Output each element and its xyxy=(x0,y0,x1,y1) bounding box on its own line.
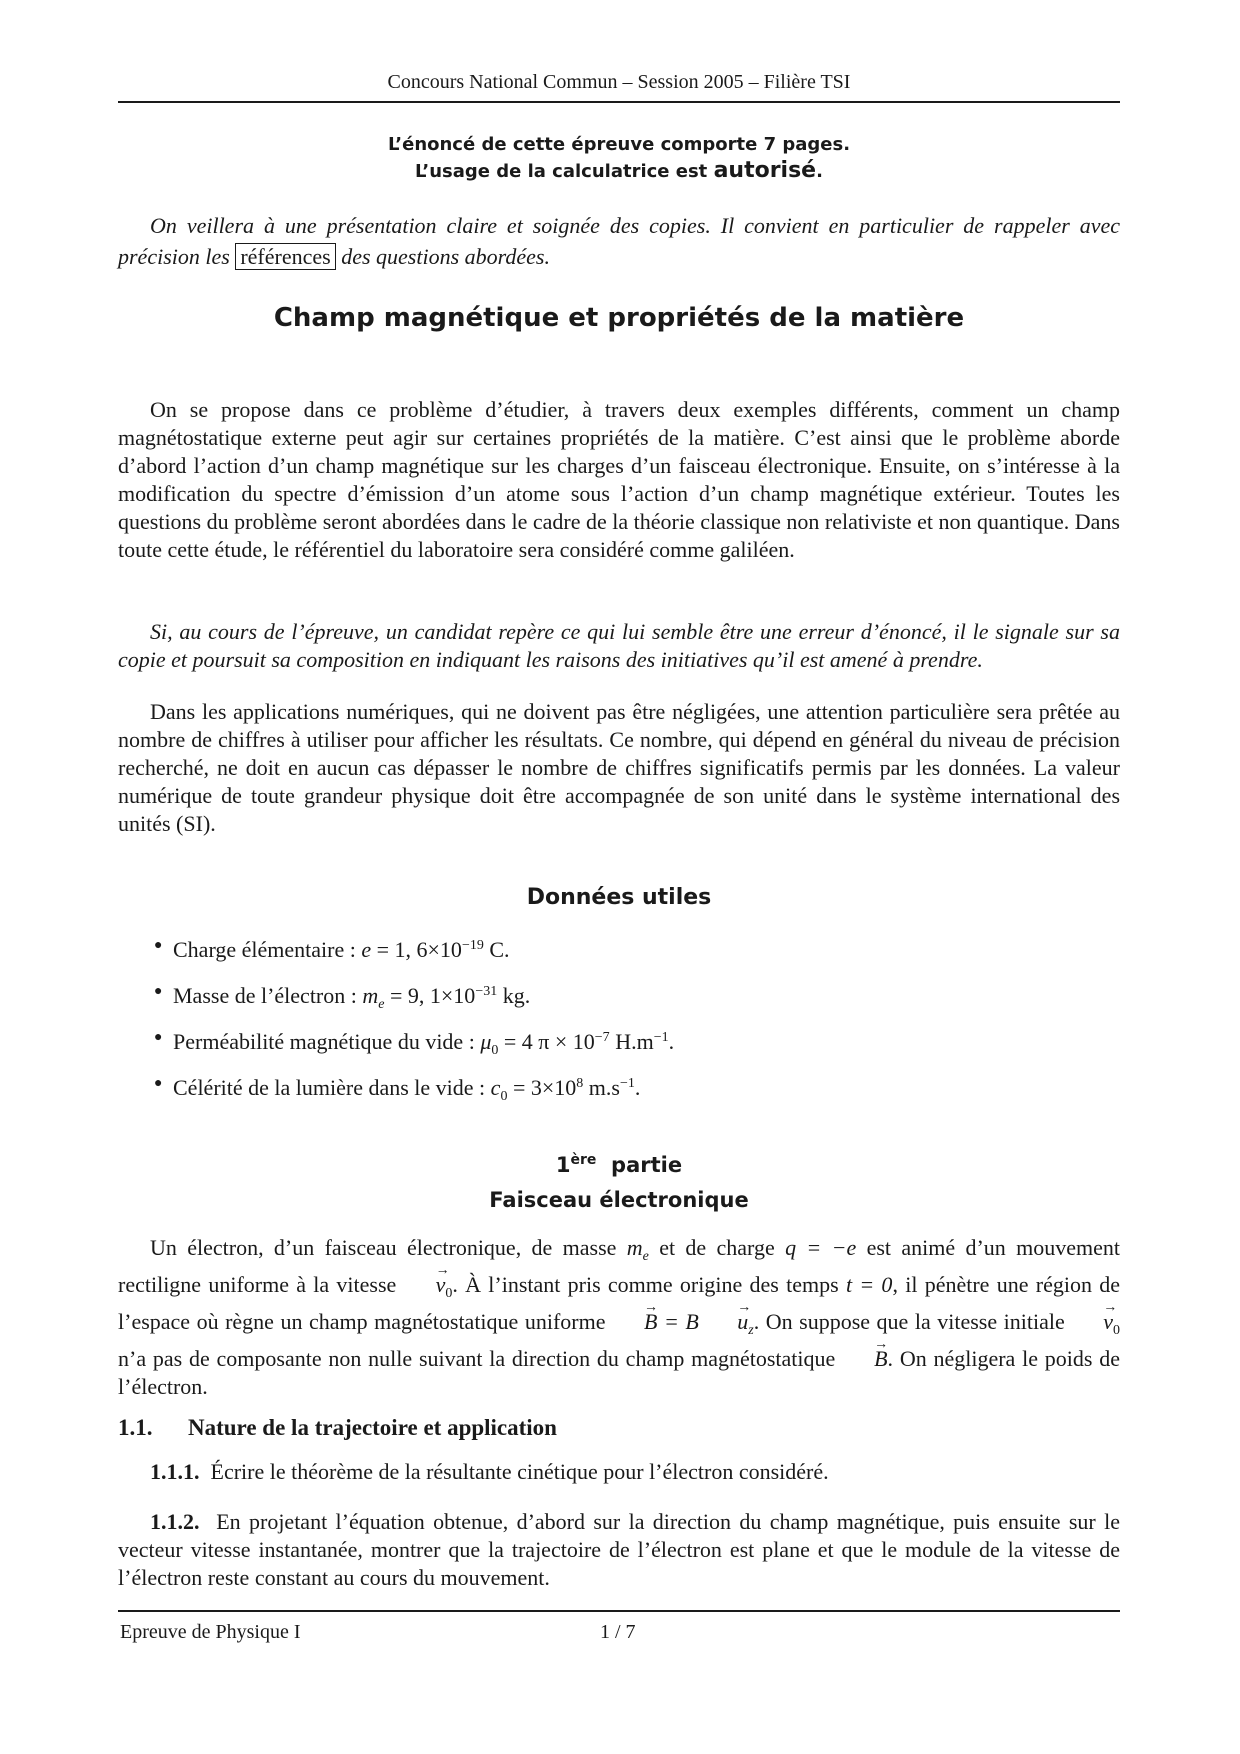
mass-subscript: e xyxy=(642,1249,649,1264)
page-title: Champ magnétique et propriétés de la matière xyxy=(273,303,965,333)
footer-rule xyxy=(118,1610,1120,1612)
data-heading: Données utiles xyxy=(526,885,712,910)
data-unit: kg. xyxy=(497,983,531,1008)
field-equation: = B xyxy=(657,1309,706,1334)
field-vector: → B xyxy=(842,1345,887,1373)
notice-calculator-prefix: L’usage de la calculatrice est xyxy=(415,161,714,182)
data-equation: = 4 π × 10 xyxy=(498,1029,595,1054)
data-subscript: 0 xyxy=(500,1089,508,1104)
header-rule xyxy=(118,101,1120,103)
question-number: 1.1.2. xyxy=(150,1509,200,1534)
running-header: Concours National Commun – Session 2005 – Filière TSI xyxy=(387,71,851,93)
bullet-icon: ● xyxy=(154,1030,163,1045)
data-label: Célérité de la lumière dans le vide : xyxy=(173,1075,491,1100)
data-subscript: 0 xyxy=(491,1043,499,1058)
data-item xyxy=(118,1024,1120,1070)
section-title: Nature de la trajectoire et application xyxy=(188,1415,557,1440)
data-tail: . xyxy=(634,1075,641,1100)
question xyxy=(118,1458,1120,1486)
part-intro-text: . On suppose que la vitesse initiale xyxy=(753,1309,1072,1334)
part-intro-text: Un électron, d’un faisceau électronique, de masse xyxy=(150,1235,627,1260)
data-equation: = 9, 1×10 xyxy=(384,983,476,1008)
bullet-icon: ● xyxy=(154,1076,163,1091)
time-equation: t = 0 xyxy=(845,1272,893,1297)
velocity-vector: → v xyxy=(1071,1308,1113,1336)
data-symbol: μ xyxy=(480,1029,492,1054)
question-number: 1.1.1. xyxy=(150,1459,200,1484)
notice-pages: L’énoncé de cette épreuve comporte 7 pages. xyxy=(387,134,851,155)
numeric-note: Dans les applications numériques, qui ne doivent pas être négligées, une attention particulière sera prêtée au nombre de chiffres à utiliser pour afficher les résultats. Ce nombre, qui dépend en général du niveau de précision recherché, ne doit en aucun cas dépasser le nombre de chiffres significatifs permis par les données. La valeur numérique de toute grandeur physique doit être accompagnée de son unité dans le système international des unités (SI). xyxy=(118,699,1120,836)
data-exponent: 8 xyxy=(576,1076,584,1091)
error-note: Si, au cours de l’épreuve, un candidat repère ce qui lui semble être une erreur d’énoncé, il le signale sur sa copie et poursuit sa composition en indiquant les raisons des initiatives qu’il est amené à prendre. xyxy=(118,619,1120,672)
part-suffix: ère xyxy=(570,1152,597,1168)
data-exponent: −7 xyxy=(594,1030,610,1045)
velocity-subscript: 0 xyxy=(1113,1323,1120,1338)
data-exponent: −31 xyxy=(475,984,498,999)
data-unit: H.m xyxy=(609,1029,654,1054)
data-subscript: e xyxy=(378,997,385,1012)
question-text: En projetant l’équation obtenue, d’abord sur la direction du champ magnétique, puis ensuite sur le vecteur vitesse instantanée, montrer que la trajectoire de l’électron est plane et que le module de la vitesse de l’électron reste constant au cours du mouvement. xyxy=(118,1509,1120,1590)
part-intro-text: est animé d’un mouvement rectiligne uniforme à la vitesse xyxy=(118,1235,1120,1297)
data-item xyxy=(118,978,1120,1024)
velocity-subscript: 0 xyxy=(445,1286,453,1301)
notice-calculator-word: autorisé xyxy=(713,158,817,183)
part-intro-text: . On négligera le poids de l’électron. xyxy=(118,1346,1120,1399)
data-equation: = 1, 6×10 xyxy=(371,937,462,962)
velocity-vector: → v xyxy=(404,1271,446,1299)
intro-paragraph: On se propose dans ce problème d’étudier, à travers deux exemples différents, comment un champ magnétostatique externe peut agir sur certaines propriétés de la matière. C’est ainsi que le problème aborde d’abord l’action d’un champ magnétique sur les charges d’un faisceau électronique. Ensuite, on s’intéresse à la modification du spectre d’émission d’un atome sous l’action d’un champ magnétique extérieur. Toutes les questions du problème seront abordées dans le cadre de la théorie classique non relativiste et non quantique. Dans toute cette étude, le référentiel du laboratoire sera considéré comme galiléen. xyxy=(118,397,1120,562)
part-heading xyxy=(118,1146,1120,1179)
presentation-text-2: des questions abordées. xyxy=(335,244,550,269)
section-number: 1.1. xyxy=(118,1415,153,1440)
unit-vector-subscript: z xyxy=(748,1323,754,1338)
data-unit: m.s xyxy=(583,1075,620,1100)
data-item xyxy=(118,932,1120,978)
data-item xyxy=(118,1070,1120,1116)
unit-vector: → u xyxy=(705,1308,748,1336)
data-label: Charge élémentaire : xyxy=(173,937,362,962)
data-symbol: m xyxy=(362,983,379,1008)
footer-title: Epreuve de Physique I xyxy=(120,1621,301,1643)
part-word: partie xyxy=(611,1153,683,1177)
part-intro-text: n’a pas de composante non nulle suivant la direction du champ magnétostatique xyxy=(118,1346,843,1371)
data-unit-exponent: −1 xyxy=(653,1030,669,1045)
part-intro-text: . À l’instant pris comme origine des temps xyxy=(452,1272,846,1297)
notice-calculator xyxy=(118,158,1120,185)
data-symbol: c xyxy=(490,1075,501,1100)
data-label: Masse de l’électron : xyxy=(173,983,363,1008)
part-subtitle: Faisceau électronique xyxy=(489,1188,749,1212)
part-intro-text: et de charge xyxy=(648,1235,786,1260)
field-vector: → B xyxy=(612,1308,657,1336)
presentation-text-1: On veillera à une présentation claire et soignée des copies. Il convient en particulier de rappeler avec précision les xyxy=(118,213,1120,269)
data-list xyxy=(118,932,1120,1116)
data-unit: C. xyxy=(483,937,510,962)
presentation-note xyxy=(118,210,1120,272)
part-intro-paragraph xyxy=(118,1234,1120,1401)
part-number: 1 xyxy=(555,1153,571,1177)
data-equation: = 3×10 xyxy=(507,1075,577,1100)
exam-notice xyxy=(118,132,1120,185)
question-text: Écrire le théorème de la résultante cinétique pour l’électron considéré. xyxy=(210,1459,829,1484)
part-intro-text: , il pénètre une région de l’espace où règne un champ magnétostatique uniforme xyxy=(118,1272,1120,1334)
data-symbol: e xyxy=(361,937,372,962)
data-unit-exponent: −1 xyxy=(619,1076,635,1091)
data-tail: . xyxy=(668,1029,675,1054)
bullet-icon: ● xyxy=(154,938,163,953)
section-heading xyxy=(118,1414,1120,1442)
references-box: références xyxy=(235,243,335,270)
notice-calculator-suffix: . xyxy=(816,161,823,182)
question xyxy=(118,1508,1120,1592)
data-exponent: −19 xyxy=(461,938,484,953)
charge-equation: q = −e xyxy=(785,1235,857,1260)
bullet-icon: ● xyxy=(154,984,163,999)
data-label: Perméabilité magnétique du vide : xyxy=(173,1029,481,1054)
mass-symbol: m xyxy=(626,1235,643,1260)
page-number: 1 / 7 xyxy=(600,1621,636,1643)
